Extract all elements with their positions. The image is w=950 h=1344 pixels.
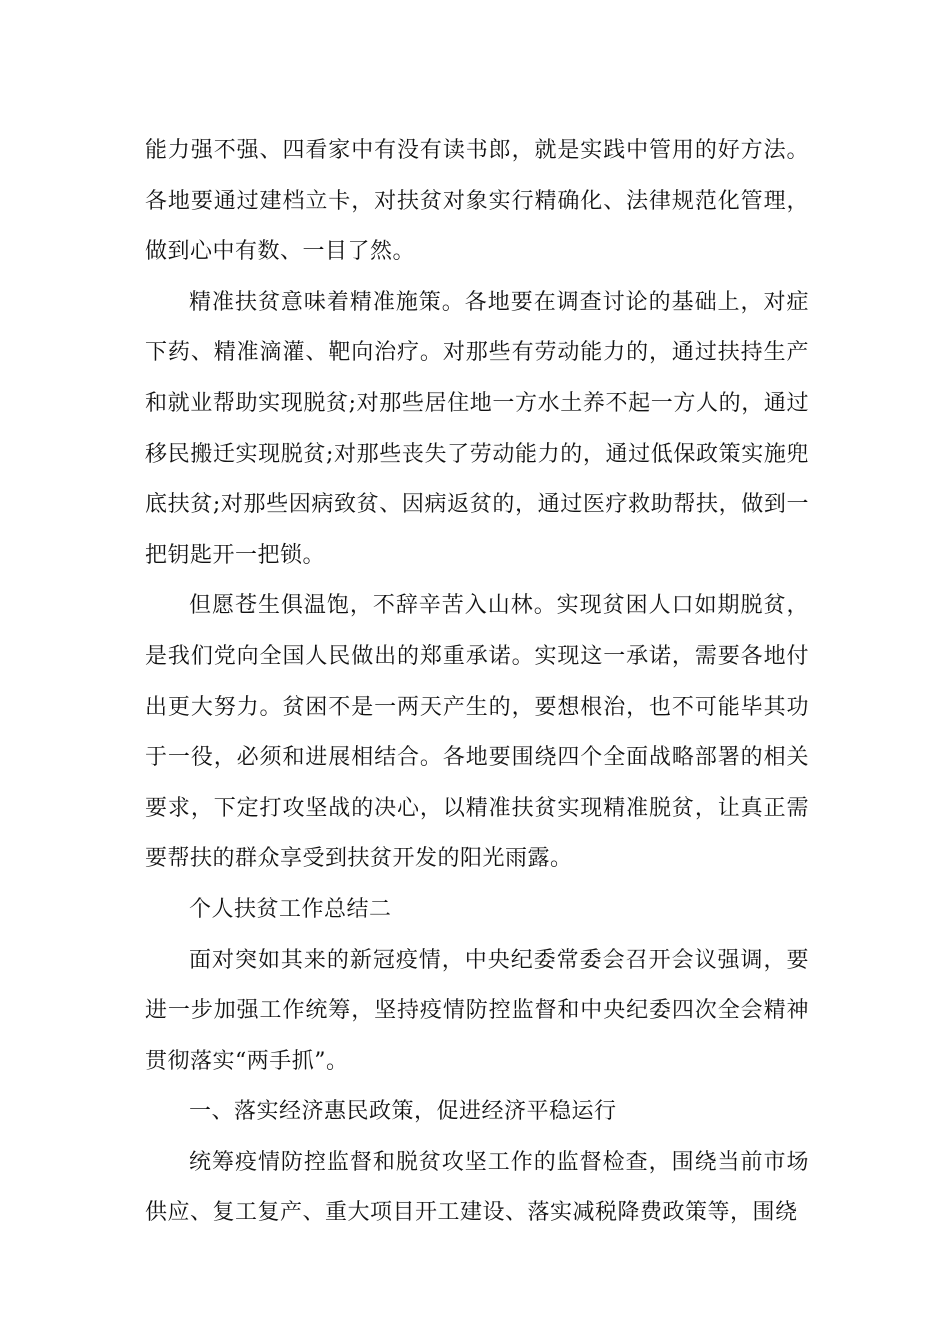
section-heading: 个人扶贫工作总结二 bbox=[189, 896, 392, 922]
paragraph-commitment: 但愿苍生俱温饱，不辞辛苦入山林。实现贫困人口如期脱贫，是我们党向全国人民做出的郑重承诺。实现这一承诺，需要各地付出更大努力。贫困不是一两天产生的，要想根治，也不可能毕其功于一役，必须和进展相结合。各地要围绕四个全面战略部署的相关要求，下定打攻坚战的决心，以精准扶贫实现精准脱贫，让真正需要帮扶的群众享受到扶贫开发的阳光雨露。 bbox=[145, 593, 809, 872]
paragraph-epidemic: 面对突如其来的新冠疫情，中央纪委常委会召开会议强调，要进一步加强工作统筹，坚持疫情防控监督和中央纪委四次全会精神贯彻落实“两手抓”。 bbox=[145, 947, 809, 1074]
paragraph-precise-measures: 精准扶贫意味着精准施策。各地要在调查讨论的基础上，对症下药、精准滴灌、靶向治疗。对那些有劳动能力的，通过扶持生产和就业帮助实现脱贫;对那些居住地一方水土养不起一方人的，通过移民搬迁实现脱贫;对那些丧失了劳动能力的，通过低保政策实施兜底扶贫;对那些因病致贫、因病返贫的，通过医疗救助帮扶，做到一把钥匙开一把锁。 bbox=[145, 289, 809, 568]
document-body bbox=[145, 126, 809, 1239]
paragraph-continued: 能力强不强、四看家中有没有读书郎，就是实践中管用的好方法。各地要通过建档立卡，对扶贫对象实行精确化、法律规范化管理，做到心中有数、一目了然。 bbox=[145, 138, 809, 265]
paragraph-supervision: 统筹疫情防控监督和脱贫攻坚工作的监督检查，围绕当前市场供应、复工复产、重大项目开工建设、落实减税降费政策等，围绕 bbox=[145, 1149, 809, 1226]
subsection-heading: 一、落实经济惠民政策，促进经济平稳运行 bbox=[189, 1099, 617, 1125]
